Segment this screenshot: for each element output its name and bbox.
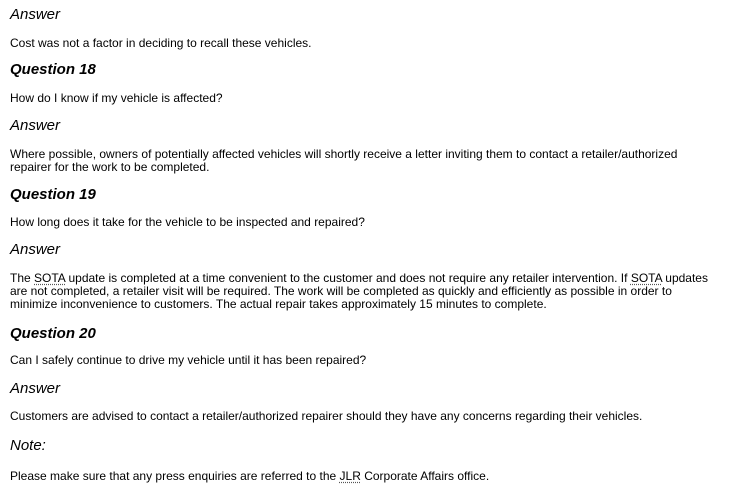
question-text: How long does it take for the vehicle to be inspected and repaired?: [10, 215, 365, 229]
question-heading: Question 20: [10, 325, 96, 342]
answer-heading: Answer: [10, 241, 61, 258]
abbreviation-jlr: JLR: [339, 469, 361, 483]
answer-heading: Answer: [10, 380, 61, 397]
question-heading: Question 19: [10, 186, 96, 203]
answer-text: Cost was not a factor in deciding to recall these vehicles.: [10, 36, 312, 50]
answer-heading: Answer: [10, 117, 61, 134]
question-heading: Question 18: [10, 61, 96, 78]
question-text: Can I safely continue to drive my vehicle until it has been repaired?: [10, 353, 367, 367]
note-text-part: Corporate Affairs office.: [360, 469, 490, 483]
abbreviation-sota: SOTA: [34, 271, 66, 285]
answer-text-part: The: [10, 271, 35, 285]
answer-text: Customers are advised to contact a retailer/authorized repairer should they have any concerns regarding their vehicles.: [10, 409, 643, 423]
abbreviation-sota: SOTA: [630, 271, 662, 285]
answer-heading: Answer: [10, 6, 61, 23]
question-text: How do I know if my vehicle is affected?: [10, 91, 223, 105]
answer-text-part: updates are not completed, a retailer visit will be required. The work will be completed as quickly and efficiently as possible in order to minimize inconvenience to customers. The actual repair takes approximately 15 minutes to complete.: [10, 271, 708, 311]
answer-text: [10, 272, 722, 311]
note-text-part: Please make sure that any press enquiries are referred to the: [10, 469, 340, 483]
answer-text-part: update is completed at a time convenient to the customer and does not require any retailer intervention. If: [65, 271, 631, 285]
note-heading: Note:: [10, 437, 46, 454]
answer-text: Where possible, owners of potentially affected vehicles will shortly receive a letter inviting them to contact a retailer/authorized repairer for the work to be completed.: [10, 147, 678, 174]
note-text: [10, 470, 722, 483]
